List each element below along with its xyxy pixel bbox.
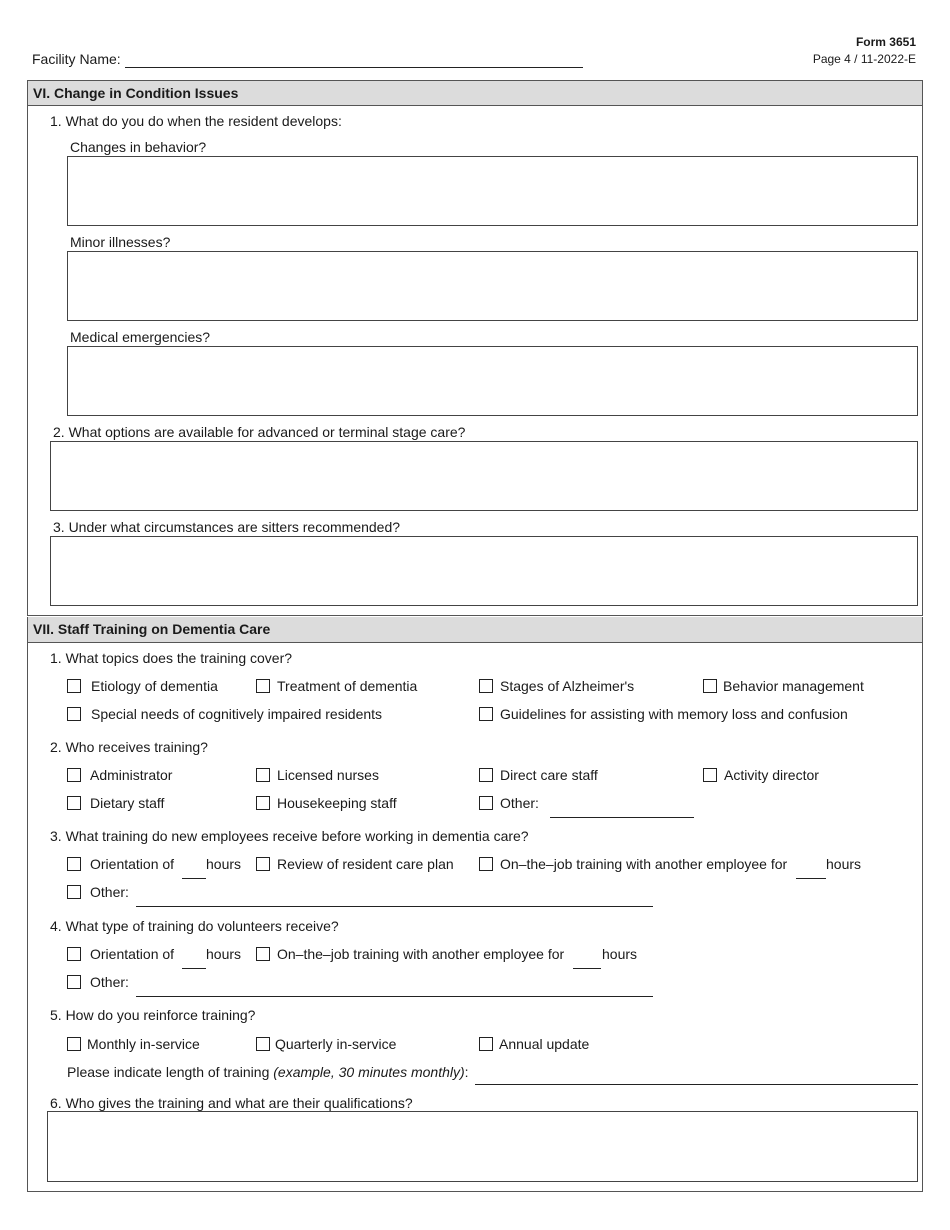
checkbox-guidelines[interactable] [479, 707, 493, 721]
training-length-example: (example, 30 minutes monthly) [273, 1064, 465, 1080]
recipient-direct-care-label: Direct care staff [500, 767, 598, 783]
topic-etiology-label: Etiology of dementia [91, 678, 218, 694]
q3-review-label: Review of resident care plan [277, 856, 454, 872]
checkbox-recipient-other[interactable] [479, 796, 493, 810]
checkbox-administrator[interactable] [67, 768, 81, 782]
q4-other-label: Other: [90, 974, 129, 990]
q4-ojt-label: On–the–job training with another employee for [277, 946, 565, 962]
trainer-qualifications-textbox[interactable] [47, 1111, 918, 1182]
terminal-care-textbox[interactable] [50, 441, 918, 511]
question-6-2: 2. What options are available for advanced or terminal stage care? [53, 424, 466, 440]
question-6-1b-label: Minor illnesses? [70, 234, 171, 250]
changes-in-behavior-textbox[interactable] [67, 156, 918, 226]
facility-name-field[interactable] [125, 67, 583, 68]
topic-behavior-management-label: Behavior management [723, 678, 864, 694]
topic-treatment-label: Treatment of dementia [277, 678, 418, 694]
training-length-suffix: : [464, 1064, 469, 1080]
checkbox-q4-other[interactable] [67, 975, 81, 989]
checkbox-annual[interactable] [479, 1037, 493, 1051]
q4-hours-label-1: hours [206, 946, 242, 962]
checkbox-behavior-management[interactable] [703, 679, 717, 693]
checkbox-dietary[interactable] [67, 796, 81, 810]
checkbox-q3-orientation[interactable] [67, 857, 81, 871]
question-6-1c-label: Medical emergencies? [70, 329, 211, 345]
question-6-1: 1. What do you do when the resident develops: [50, 113, 342, 129]
recipient-administrator-label: Administrator [90, 767, 173, 783]
q3-ojt-label: On–the–job training with another employee for [500, 856, 788, 872]
q3-other-field[interactable] [136, 906, 653, 907]
topic-special-needs-label: Special needs of cognitively impaired residents [91, 706, 383, 722]
minor-illnesses-textbox[interactable] [67, 251, 918, 321]
checkbox-special-needs[interactable] [67, 707, 81, 721]
q3-hours-label-2: hours [826, 856, 862, 872]
facility-name-label: Facility Name: [32, 51, 121, 67]
section-6-title: VI. Change in Condition Issues [27, 80, 923, 106]
question-7-5: 5. How do you reinforce training? [50, 1007, 256, 1023]
checkbox-etiology[interactable] [67, 679, 81, 693]
checkbox-quarterly[interactable] [256, 1037, 270, 1051]
topic-stages-label: Stages of Alzheimer's [500, 678, 635, 694]
question-7-3: 3. What training do new employees receive before working in dementia care? [50, 828, 529, 844]
q3-other-label: Other: [90, 884, 129, 900]
q4-orientation-label: Orientation of [90, 946, 175, 962]
checkbox-q3-other[interactable] [67, 885, 81, 899]
checkbox-direct-care[interactable] [479, 768, 493, 782]
reinforce-monthly-label: Monthly in-service [87, 1036, 200, 1052]
question-7-4: 4. What type of training do volunteers receive? [50, 918, 339, 934]
checkbox-monthly[interactable] [67, 1037, 81, 1051]
q4-ojt-hours-field[interactable] [573, 968, 601, 969]
question-6-1a-label: Changes in behavior? [70, 139, 207, 155]
checkbox-housekeeping[interactable] [256, 796, 270, 810]
question-6-3: 3. Under what circumstances are sitters recommended? [53, 519, 401, 535]
recipient-dietary-label: Dietary staff [90, 795, 165, 811]
reinforce-quarterly-label: Quarterly in-service [275, 1036, 397, 1052]
checkbox-treatment[interactable] [256, 679, 270, 693]
q4-other-field[interactable] [136, 996, 653, 997]
checkbox-q4-ojt[interactable] [256, 947, 270, 961]
topic-guidelines-label: Guidelines for assisting with memory loss and confusion [500, 706, 848, 722]
checkbox-licensed-nurses[interactable] [256, 768, 270, 782]
recipient-activity-director-label: Activity director [724, 767, 819, 783]
q3-ojt-hours-field[interactable] [796, 878, 826, 879]
q4-hours-label-2: hours [602, 946, 638, 962]
q3-hours-label-1: hours [206, 856, 242, 872]
q4-orientation-hours-field[interactable] [182, 968, 206, 969]
training-length-field[interactable] [475, 1084, 918, 1085]
section-7-title: VII. Staff Training on Dementia Care [27, 617, 923, 643]
recipient-housekeeping-label: Housekeeping staff [277, 795, 397, 811]
training-length-label [67, 1064, 469, 1080]
training-length-prefix: Please indicate length of training [67, 1064, 274, 1080]
medical-emergencies-textbox[interactable] [67, 346, 918, 416]
sitters-textbox[interactable] [50, 536, 918, 606]
question-7-6: 6. Who gives the training and what are their qualifications? [50, 1095, 413, 1111]
recipient-other-label: Other: [500, 795, 539, 811]
checkbox-q3-review[interactable] [256, 857, 270, 871]
page-info: Page 4 / 11-2022-E [812, 52, 916, 66]
question-7-2: 2. Who receives training? [50, 739, 208, 755]
checkbox-q4-orientation[interactable] [67, 947, 81, 961]
question-7-1: 1. What topics does the training cover? [50, 650, 293, 666]
checkbox-stages[interactable] [479, 679, 493, 693]
checkbox-q3-ojt[interactable] [479, 857, 493, 871]
form-number: Form 3651 [855, 35, 916, 49]
recipient-other-field[interactable] [550, 817, 694, 818]
recipient-licensed-nurses-label: Licensed nurses [277, 767, 379, 783]
reinforce-annual-label: Annual update [499, 1036, 590, 1052]
checkbox-activity-director[interactable] [703, 768, 717, 782]
q3-orientation-hours-field[interactable] [182, 878, 206, 879]
q3-orientation-label: Orientation of [90, 856, 175, 872]
